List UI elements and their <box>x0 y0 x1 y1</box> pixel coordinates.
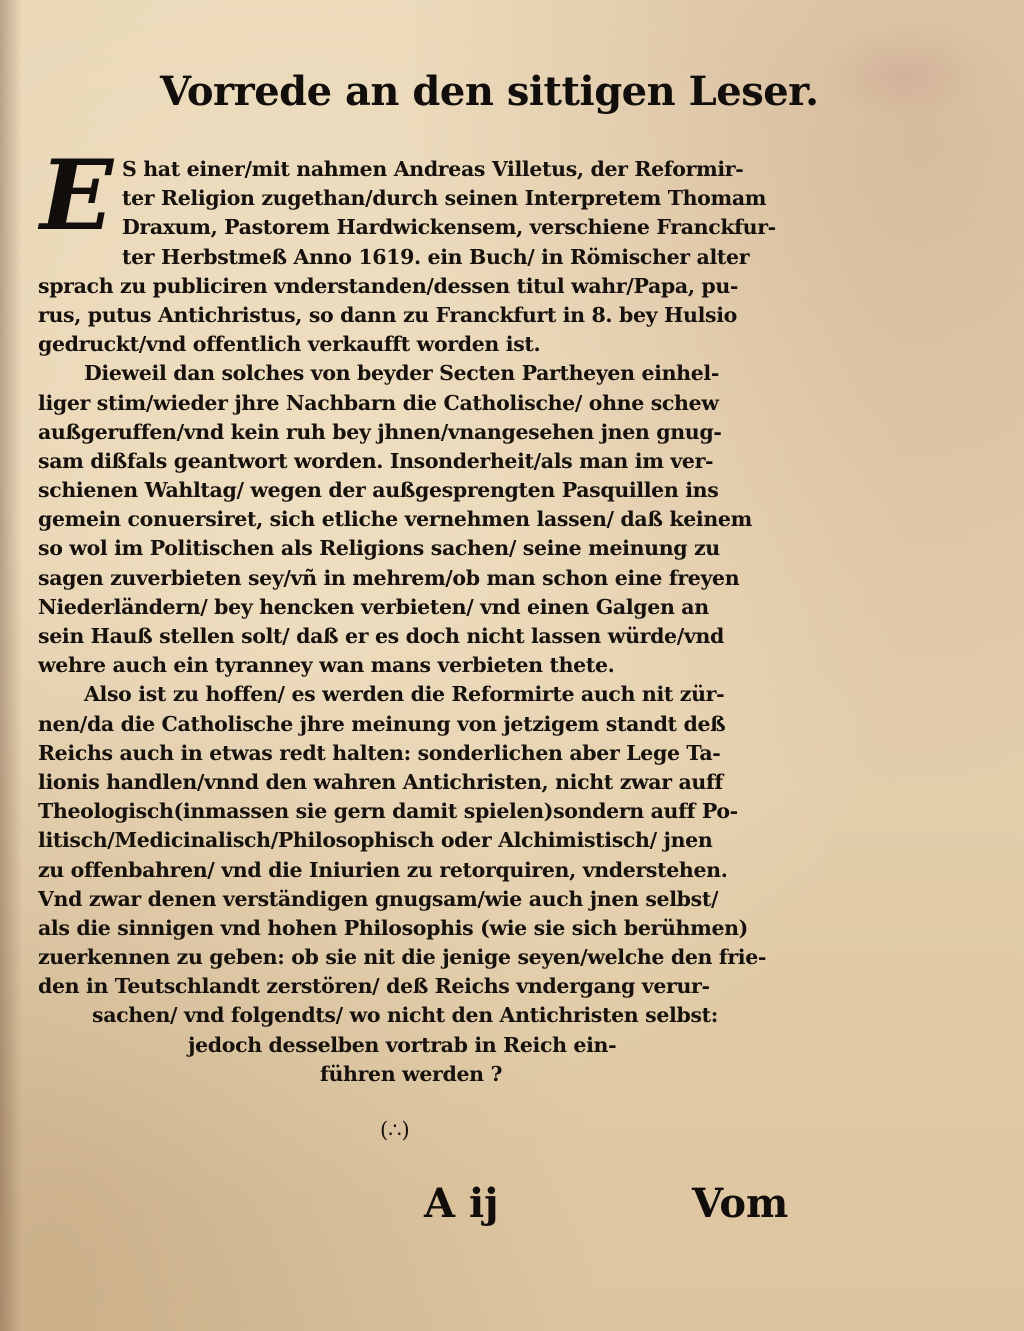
text-line: Dieweil dan solches von beyder Secten Partheyen einhel‑ <box>84 361 719 386</box>
text-line: Draxum, Pastorem Hardwickensem, verschiene Franckfur‑ <box>122 215 776 240</box>
page-edge-shadow <box>0 0 22 1331</box>
text-line: sprach zu publiciren vnderstanden/dessen titul wahr/Papa, pu‑ <box>38 273 739 298</box>
text-line: als die sinnigen vnd hohen Philosophis (wie sie sich berühmen) <box>38 915 749 940</box>
text-line: ter Herbstmeß Anno 1619. ein Buch/ in Römischer alter <box>122 244 750 269</box>
text-line: sam dißfals geantwort worden. Insonderheit/als man im ver‑ <box>38 448 714 473</box>
text-line: sein Hauß stellen solt/ daß er es doch nicht lassen würde/vnd <box>38 624 724 648</box>
text-line: zu offenbahren/ vnd die Iniurien zu retorquiren, vnderstehen. <box>38 857 728 882</box>
text-line: außgeruffen/vnd kein ruh bey jhnen/vnangesehen jnen gnug‑ <box>38 419 722 444</box>
page-title: Vorrede an den sittigen Leser. <box>160 68 819 115</box>
text-line: schienen Wahltag/ wegen der außgesprengten Pasquillen ins <box>38 478 719 503</box>
body-text <box>38 155 798 1089</box>
text-line: zuerkennen zu geben: ob sie nit die jenige seyen/welche den frie‑ <box>38 945 767 970</box>
text-line: litisch/Medicinalisch/Philosophisch oder Alchimistisch/ jnen <box>38 828 713 853</box>
text-line: Reichs auch in etwas redt halten: sonderlichen aber Lege Ta‑ <box>38 740 721 765</box>
text-line: gedruckt/vnd offentlich verkaufft worden ist. <box>38 332 541 357</box>
text-line: gemein conuersiret, sich etliche vernehmen lassen/ daß keinem <box>38 507 752 532</box>
section-ornament: (∴) <box>380 1118 410 1142</box>
text-line: sachen/ vnd folgendts/ wo nicht den Antichristen selbst: <box>92 1003 718 1028</box>
text-line: ter Religion zugethan/durch seinen Interpretem Thomam <box>122 186 767 211</box>
text-line: führen werden ? <box>320 1061 503 1086</box>
catchword: Vom <box>692 1180 789 1227</box>
signature-mark: A ij <box>424 1180 499 1227</box>
text-line: S hat einer/mit nahmen Andreas Villetus, der Reformir‑ <box>122 157 744 181</box>
text-line: nen/da die Catholische jhre meinung von jetzigem standt deß <box>38 711 726 736</box>
text-line: Also ist zu hoffen/ es werden die Reformirte auch nit zür‑ <box>84 682 725 707</box>
text-line: so wol im Politischen als Religions sachen/ seine meinung zu <box>38 536 720 561</box>
text-line: rus, putus Antichristus, so dann zu Franckfurt in 8. bey Hulsio <box>38 302 737 327</box>
text-line: den in Teutschlandt zerstören/ deß Reichs vndergang verur‑ <box>38 974 710 999</box>
text-line: jedoch desselben vortrab in Reich ein‑ <box>188 1032 617 1057</box>
paper-stain <box>824 30 984 120</box>
text-line: liger stim/wieder jhre Nachbarn die Catholische/ ohne schew <box>38 390 719 415</box>
text-line: Niederländern/ bey hencken verbieten/ vnd einen Galgen an <box>38 594 709 619</box>
text-line: lionis handlen/vnnd den wahren Antichristen, nicht zwar auff <box>38 769 723 794</box>
text-line: wehre auch ein tyranney wan mans verbieten thete. <box>38 653 615 678</box>
drop-cap-initial: E <box>40 139 114 252</box>
text-line: sagen zuverbieten sey/vñ in mehrem/ob man schon eine freyen <box>38 565 740 590</box>
text-line: Vnd zwar denen verständigen gnugsam/wie auch jnen selbst/ <box>38 886 719 911</box>
text-line: Theologisch(inmassen sie gern damit spielen)sondern auff Po‑ <box>38 799 738 824</box>
